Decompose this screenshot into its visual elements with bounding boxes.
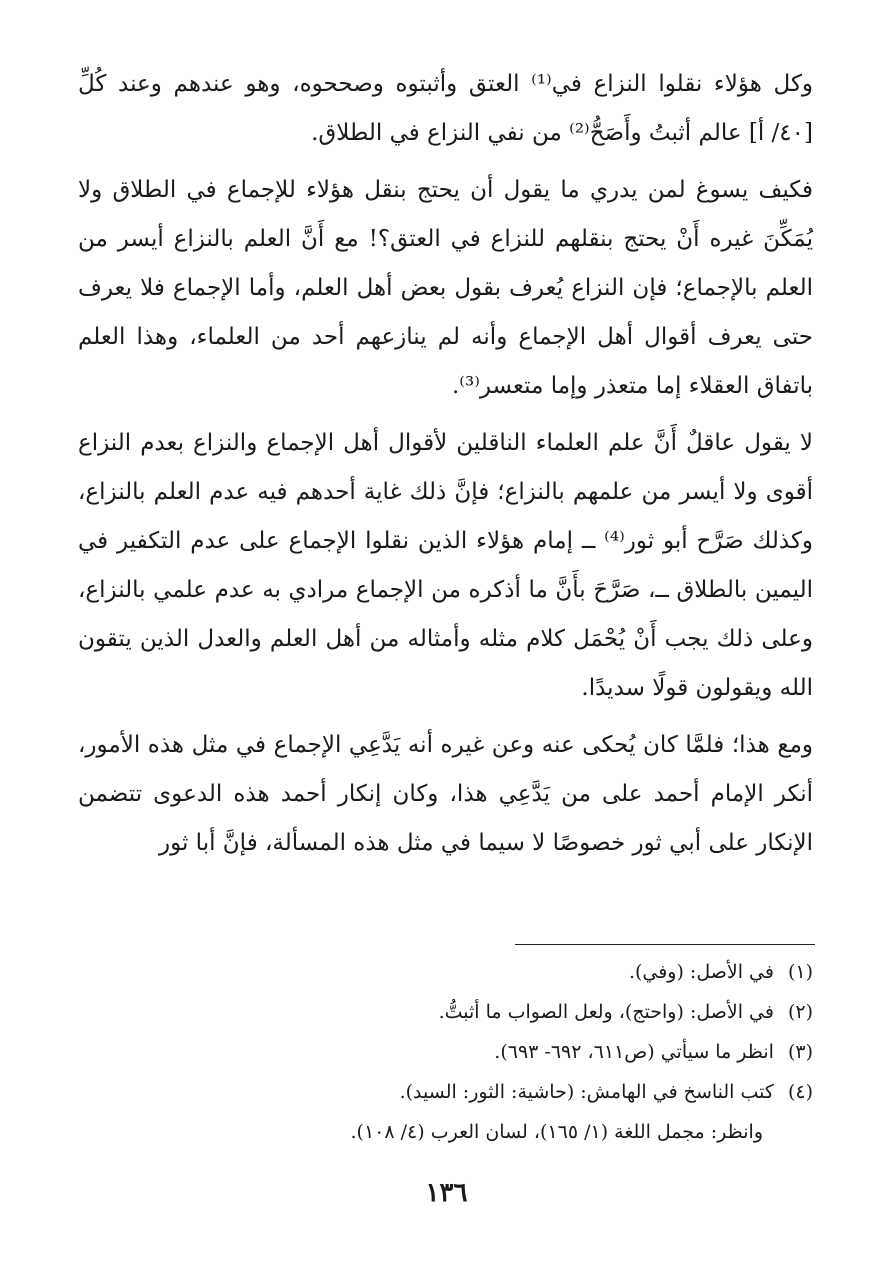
footnote-number: (١)	[787, 961, 813, 983]
footnotes	[78, 952, 813, 1152]
footnote-text: انظر ما سيأتي (ص٦١١، ٦٩٢- ٦٩٣).	[494, 1041, 774, 1063]
paragraph-2: فكيف يسوغ لمن يدري ما يقول أن يحتج بنقل هؤلاء للإجماع في الطلاق ولا يُمَكِّنَ غيره أَنْ يحتج بنقلهم للنزاع في العتق؟! مع أَنَّ العلم بالنزاع أيسر من العلم بالإجماع؛ فإن النزاع يُعرف بقول بعض أهل العلم، وأما الإجماع فلا يعرف حتى يعرف أقوال أهل الإجماع وأنه لم ينازعهم أحد من العلماء، وهذا العلم باتفاق العقلاء إما متعذر وإما متعسر⁽³⁾.	[78, 177, 813, 399]
footnote-text: في الأصل: (واحتج)، ولعل الصواب ما أثبتُّ.	[438, 1001, 774, 1023]
footnote-2	[78, 992, 813, 1032]
footnote-text: وانظر: مجمل اللغة (١/ ١٦٥)، لسان العرب (٤/ ١٠٨).	[350, 1121, 763, 1143]
main-text	[78, 60, 813, 868]
page-number: ١٣٦	[425, 1178, 468, 1208]
paragraph-4: ومع هذا؛ فلمَّا كان يُحكى عنه وعن غيره أنه يَدَّعِي الإجماع في مثل هذه الأمور، أنكر الإمام أحمد على من يَدَّعِي هذا، وكان إنكار أحمد هذه الدعوى تتضمن الإنكار على أبي ثور خصوصًا لا سيما في مثل هذه المسألة، فإنَّ أبا ثور	[78, 732, 813, 856]
footnote-4	[78, 1072, 813, 1112]
footnote-text: كتب الناسخ في الهامش: (حاشية: الثور: السيد).	[399, 1081, 774, 1103]
footnote-4-continuation	[78, 1112, 813, 1152]
paragraph-3: لا يقول عاقلٌ أَنَّ علم العلماء الناقلين لأقوال أهل الإجماع والنزاع بعدم النزاع أقوى ولا أيسر من علمهم بالنزاع؛ فإنَّ ذلك غاية أحدهم فيه عدم العلم بالنزاع، وكذلك صَرَّح أبو ثور⁽⁴⁾ ــ إمام هؤلاء الذين نقلوا الإجماع على عدم التكفير في اليمين بالطلاق ــ، صَرَّحَ بأَنَّ ما أذكره من الإجماع مرادي به عدم علمي بالنزاع، وعلى ذلك يجب أَنْ يُحْمَل كلام مثله وأمثاله من أهل العلم والعدل الذين يتقون الله ويقولون قولًا سديدًا.	[78, 430, 813, 701]
footnote-number: (٣)	[787, 1041, 813, 1063]
footnote-number: (٢)	[787, 1001, 813, 1023]
footnote-number: (٤)	[787, 1081, 813, 1103]
footnote-1	[78, 952, 813, 992]
footnote-text: في الأصل: (وفي).	[628, 961, 774, 983]
footnote-separator	[515, 944, 815, 945]
paragraph-1: وكل هؤلاء نقلوا النزاع في⁽¹⁾ العتق وأثبتوه وصححوه، وهو عندهم وعند كُلِّ [٤٠/ أ] عالم أثبتُ وأَصَحُّ⁽²⁾ من نفي النزاع في الطلاق.	[78, 71, 813, 146]
footnote-3	[78, 1032, 813, 1072]
